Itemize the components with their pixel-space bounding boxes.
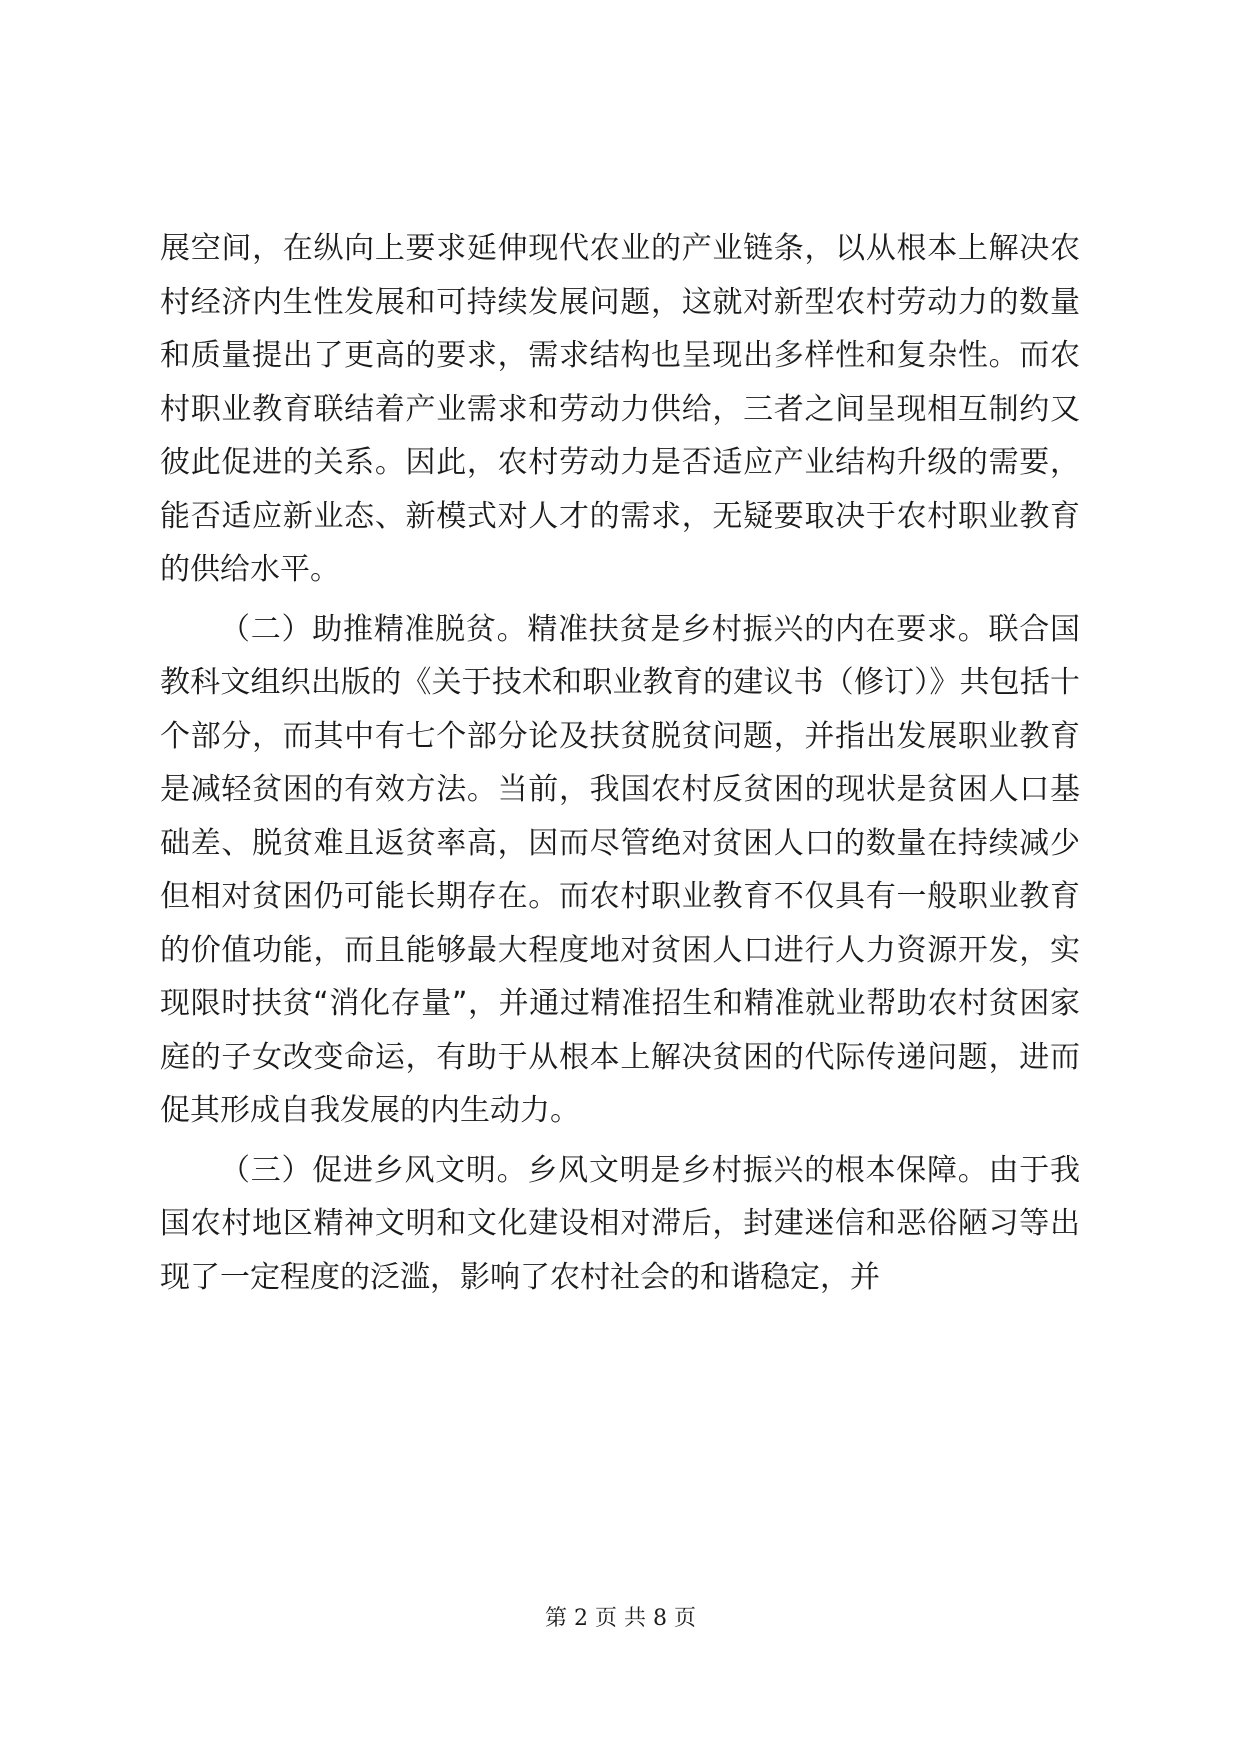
document-body: [160, 222, 1080, 1304]
paragraph-continuation: 展空间，在纵向上要求延伸现代农业的产业链条，以从根本上解决农村经济内生性发展和可持续发展问题，这就对新型农村劳动力的数量和质量提出了更高的要求，需求结构也呈现出多样性和复杂性。而农村职业教育联结着产业需求和劳动力供给，三者之间呈现相互制约又彼此促进的关系。因此，农村劳动力是否适应产业结构升级的需要，能否适应新业态、新模式对人才的需求，无疑要取决于农村职业教育的供给水平。: [160, 231, 1080, 587]
paragraph-rural-civilization: （三）促进乡风文明。乡风文明是乡村振兴的根本保障。由于我国农村地区精神文明和文化建设相对滞后，封建迷信和恶俗陋习等出现了一定程度的泛滥，影响了农村社会的和谐稳定，并: [160, 1152, 1080, 1295]
paragraph-poverty-alleviation: （二）助推精准脱贫。精准扶贫是乡村振兴的内在要求。联合国教科文组织出版的《关于技术和职业教育的建议书（修订）》共包括十个部分，而其中有七个部分论及扶贫脱贫问题，并指出发展职业教育是减轻贫困的有效方法。当前，我国农村反贫困的现状是贫困人口基础差、脱贫难且返贫率高，因而尽管绝对贫困人口的数量在持续减少但相对贫困仍可能长期存在。而农村职业教育不仅具有一般职业教育的价值功能，而且能够最大程度地对贫困人口进行人力资源开发，实现限时扶贫“消化存量”，并通过精准招生和精准就业帮助农村贫困家庭的子女改变命运，有助于从根本上解决贫困的代际传递问题，进而促其形成自我发展的内生动力。: [160, 611, 1080, 1128]
page-number-footer: 第 2 页 共 8 页: [545, 1606, 696, 1631]
